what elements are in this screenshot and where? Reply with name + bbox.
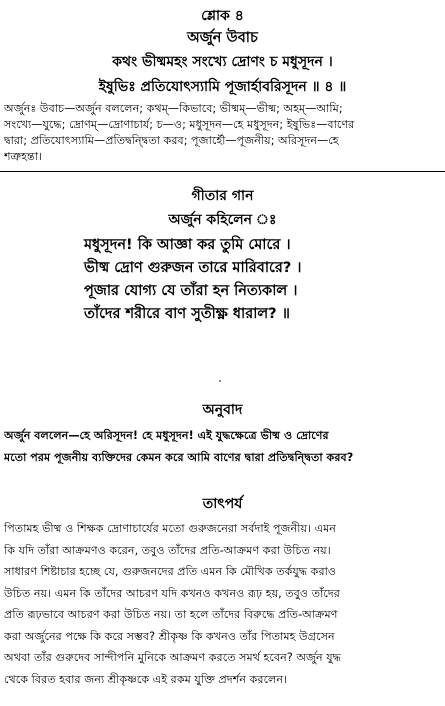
song-line: তাঁদের শরীরে বাণ সুতীক্ষ্ণ ধারাল? ॥ — [84, 306, 290, 322]
purport-paragraph — [4, 518, 440, 690]
shloka-title: শ্লোক ৪ — [201, 8, 244, 24]
synonyms-paragraph — [4, 101, 440, 165]
purport-line: করা অর্জুনের পক্ষে কি করে সম্ভব? শ্রীকৃষ্ণ কি কখনও তাঁর পিতামহ উগ্রসেন — [4, 629, 335, 643]
synonyms-line: শত্রুহন্তা। — [4, 150, 43, 163]
translation-heading: অনুবাদ — [202, 402, 243, 418]
translation-line: মতো পরম পূজনীয় ব্যক্তিদের কেমন করে আমি বাণের দ্বারা প্রতিদ্বন্দ্বিতা করব? — [4, 451, 354, 464]
purport-line: পিতামহ ভীষ্ম ও শিক্ষক দ্রোণাচার্যের মতো গুরুজনেরা সর্বদাই পূজনীয়। এমন — [4, 522, 336, 535]
print-speck — [219, 380, 221, 382]
verse-line-2: ইষুভিঃ প্রতিযোৎস্যামি পূজার্হাবরিসূদন ॥ ৪ ॥ — [98, 79, 347, 95]
translation-line: অর্জুন বললেন—হে অরিসূদন! হে মধুসূদন! এই যুদ্ধক্ষেত্রে ভীষ্ম ও দ্রোণের — [4, 429, 329, 442]
purport-heading: তাৎপর্য — [202, 496, 243, 512]
song-verse — [84, 234, 444, 326]
purport-line: অথবা তাঁর গুরুদেব সান্দীপনি মুনিকে আক্রমণ করতে সমর্থ হবেন? অর্জুন যুদ্ধ — [4, 651, 341, 664]
song-line: পূজার যোগ্য যে তাঁরা হন নিত্যকাল । — [84, 283, 298, 299]
gita-song-heading: গীতার গান — [191, 188, 254, 204]
synonyms-line: অর্জুনঃ উবাচ—অর্জুন বললেন; কথম্—কিভাবে; ভীষ্মম্—ভীষ্ম; অহম্—আমি; — [4, 102, 343, 115]
purport-line: সাধারণ শিষ্টাচার হচ্ছে যে, গুরুজনদের প্রতি এমন কি মৌখিক তর্কযুদ্ধ করাও — [4, 565, 337, 578]
song-line: মধুসূদন! কি আজ্ঞা কর তুমি মোরে । — [84, 237, 291, 253]
purport-line: প্রতি রূঢ়ভাবে আচরণ করা উচিত নয়। তা হলে তাঁদের বিরুদ্ধে প্রতি-আক্রমণ — [4, 608, 338, 621]
purport-line: উচিত নয়। এমন কি তাঁদের আচরণ যদি কখনও কখনও রূঢ় হয়, তবুও তাঁদের — [4, 586, 340, 600]
song-speaker: অর্জুন কহিলেন ঃ — [168, 212, 277, 228]
translation-paragraph — [4, 425, 440, 469]
purport-line: থেকে বিরত হবার জন্য শ্রীকৃষ্ণকে এই রকম যুক্তি প্রদর্শন করলেন। — [4, 672, 288, 686]
song-line: ভীষ্ম দ্রোণ গুরুজন তারে মারিবারে? । — [84, 260, 302, 276]
synonyms-line: দ্বারা; প্রতিযোৎস্যামি—প্রতিদ্বন্দ্বিতা করব; পূজার্হৌ—পূজনীয়; অরিসূদন—হে — [4, 134, 339, 147]
speaker-heading: অর্জুন উবাচ — [187, 30, 258, 46]
section-divider — [0, 171, 445, 172]
synonyms-line: সংখ্যে—যুদ্ধে; দ্রোণম্—দ্রোণাচার্য; চ—ও; মধুসূদন—হে মধুসূদন; ইষুভিঃ—বাণের — [4, 118, 355, 131]
purport-line: কি যদি তাঁরা আক্রমণও করেন, তবুও তাঁদের প্রতি-আক্রমণ করা উচিত নয়। — [4, 543, 331, 557]
verse-line-1: কথং ভীষ্মমহং সংখ্যে দ্রোণং চ মধুসূদন । — [112, 54, 333, 70]
